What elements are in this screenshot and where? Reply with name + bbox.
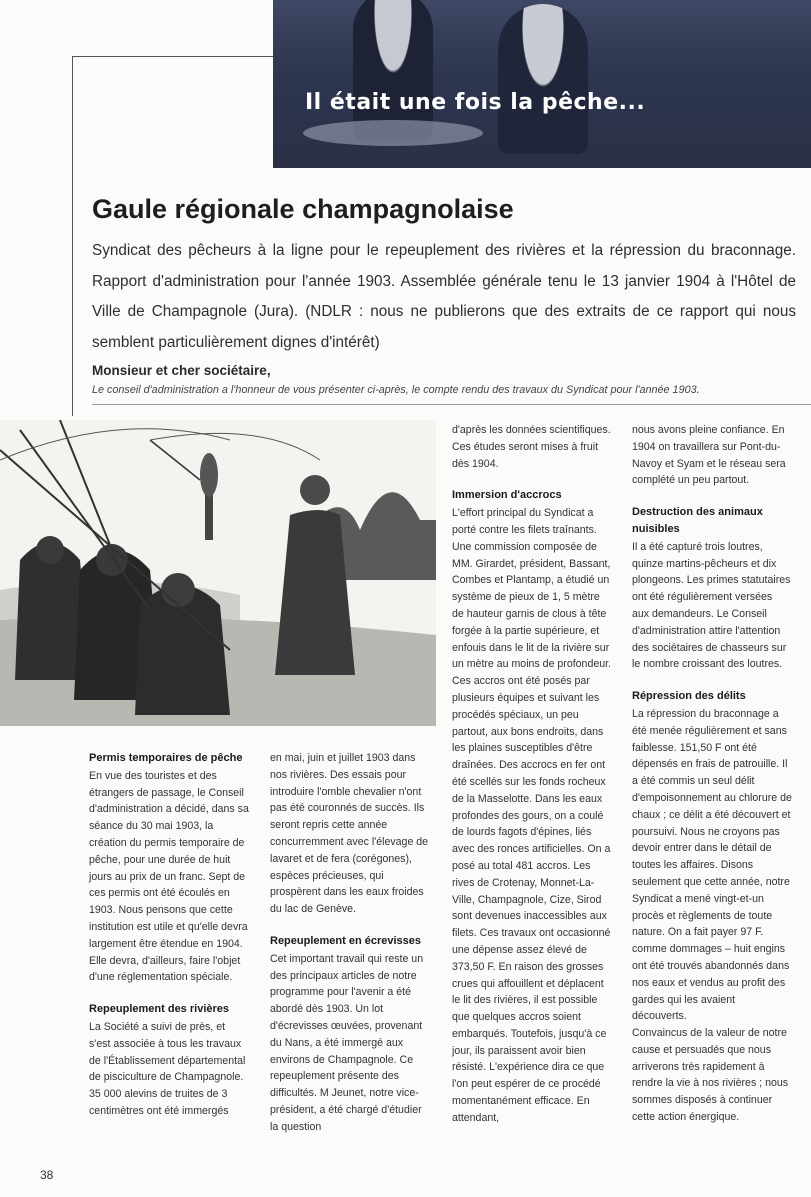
paragraph-continued: d'après les données scientifiques. Ces études seront mises à fruit dès 1904. xyxy=(452,424,611,470)
section-text-nuisibles: Il a été capturé trois loutres, quinze martins-pêcheurs et dix plongeons. Les primes statutaires ont été régulièrement versées aux demandeurs. Le Conseil d'administration attire l'attention des sociétaires de chasseurs sur le nombre croissant des loutres. xyxy=(632,540,791,671)
section-text-ecrevisses: Cet important travail qui reste un des principaux articles de notre programme pour l'avenir a été abordé dès 1903. Un lot d'écrevisses œuvées, provenant du Nans, a été immergé aux environs de Champagnole. Ce repeuplement présente des difficultés. M Jeunet, notre vice-président, a été chargé d'étudier la question xyxy=(270,952,424,1133)
salutation: Monsieur et cher sociétaire, xyxy=(92,363,271,378)
lead-text: Le conseil d'administration a l'honneur de vous présenter ci-après, le compte rendu des travaux du Syndicat pour l'année 1903. xyxy=(92,384,700,396)
section-title-repeuplement-rivieres: Repeuplement des rivières xyxy=(89,1003,230,1016)
column-3 xyxy=(452,422,613,1142)
section-title-delits: Répression des délits xyxy=(632,690,746,703)
photo-figure-left xyxy=(353,0,433,140)
intro-paragraph: Syndicat des pêcheurs à la ligne pour le repeuplement des rivières et la répression du braconnage. Rapport d'administration pour l'année 1903. Assemblée générale tenu le 13 janvier 1904 à l'Hôtel de Ville de Champagnole (Jura). (NDLR : nous ne publierons que des extraits de ce rapport qui nous semblent particulièrement dignes d'intérêt) xyxy=(92,242,796,351)
divider xyxy=(92,404,811,405)
section-text-conclusion: Convaincus de la valeur de notre cause et persuadés que nous arriverons très rapidement à rendre la vie à nos rivières ; nous sommes disposés à continuer cette action énergique. xyxy=(632,1027,789,1124)
fishermen-engraving xyxy=(0,420,436,726)
frame-line-left xyxy=(72,56,73,416)
section-text-delits: La répression du braconnage a été menée régulièrement et sans faiblesse. 151,50 F ont été dépensés en frais de patrouille. Il a été commis un seul délit d'empoisonnement au chlorure de chaux ; ce délit a été découvert et poursuivi. Nous ne croyons pas devoir entrer dans le détail de toutes les affaires. Disons seulement que cette année, notre Syndicat a mené vingt-et-un procès et règlements de toute nature. On a fait payer 97 F. comme dommages – huit engins ont été trouvés abandonnés dans nos eaux et vendus au profit des gardes qui les avaient découverts. xyxy=(632,707,792,1023)
section-title-ecrevisses: Repeuplement en écrevisses xyxy=(270,934,422,947)
section-title-accrocs: Immersion d'accrocs xyxy=(452,489,562,502)
column-4 xyxy=(632,422,792,1141)
banner-title: Il était une fois la pêche... xyxy=(305,90,646,115)
page-number: 38 xyxy=(40,1168,54,1182)
photo-figure-right xyxy=(498,4,588,154)
section-title-nuisibles: Destruction des animaux nuisibles xyxy=(632,506,763,535)
section-title-permis: Permis temporaires de pêche xyxy=(89,752,243,764)
column-2 xyxy=(270,750,430,1151)
page-title: Gaule régionale champagnolaise xyxy=(92,194,514,224)
paragraph-continued: nous avons pleine confiance. En 1904 on travaillera sur Pont-du-Navoy et Syam et le réseau sera complété un peu partout. xyxy=(632,424,786,487)
header-banner-photo xyxy=(273,0,811,168)
column-1 xyxy=(89,750,249,1135)
paragraph-continued: en mai, juin et juillet 1903 dans nos rivières. Des essais pour introduire l'omble chevalier n'ont pas été couronnés de succès. Ils seront repris cette année concurremment avec l'élevage de lavaret et de fera (corégones), espèces précieuses, qui prospèrent dans les eaux froides du lac de Genève. xyxy=(270,752,429,916)
photo-fish xyxy=(303,120,483,146)
section-text-permis: En vue des touristes et des étrangers de passage, le Conseil d'administration a décidé, dans sa séance du 30 mai 1903, la création du permis temporaire de pêche, pour une durée de huit jours au prix de un franc. Sept de ces permis ont été écoulés en 1903. Nous pensons que cette institution est utile et qu'elle devra largement être étendue en 1904. Elle devra, d'ailleurs, faire l'objet d'une réglementation spéciale. xyxy=(89,769,249,984)
section-text-repeuplement-rivieres: La Société a suivi de près, et s'est associée à tous les travaux de l'Établissement départemental de pisciculture de Champagnole. 35 000 alevins de truites de 3 centimètres ont été immergés xyxy=(89,1020,246,1117)
section-text-accrocs: L'effort principal du Syndicat a porté contre les filets traînants. Une commission composée de MM. Girardet, président, Bassant, Combes et Plantamp, a étudié un système de pieux de 1, 5 mètre de hauteur garnis de clous à tête forgée à la partie supérieure, et enfouis dans le lit de la rivière sur un mètre au moins de profondeur. Ces accros ont été posés par plusieurs équipes et suivant les procédés spéciaux, un peu partout, aux bons endroits, dans les plaines susceptibles d'être draînées. Des accrocs en fer ont été scellés sur les fonds rocheux de la Masselotte. Dans les eaux profondes des gours, on a coulé de lourds fagots d'épines, liés avec des ronces artificielles. On a posé au total 481 accros. Les rives de Crotenay, Monnet-La-Ville, Champagnole, Cize, Sirod sont devenues inaccessibles aux filets. Ces travaux ont occasionné une dépense assez élevé de 373,50 F. En raison des grosses crues qui affouillent et déplacent le lit des rivières, il est possible que quelques accros soient embarqués. Toutefois, jusqu'à ce jour, ils paraissent avoir bien résisté. L'expérience dira ce que l'on peut espérer de ce procédé momentanément efficace. En attendant, xyxy=(452,507,612,1124)
